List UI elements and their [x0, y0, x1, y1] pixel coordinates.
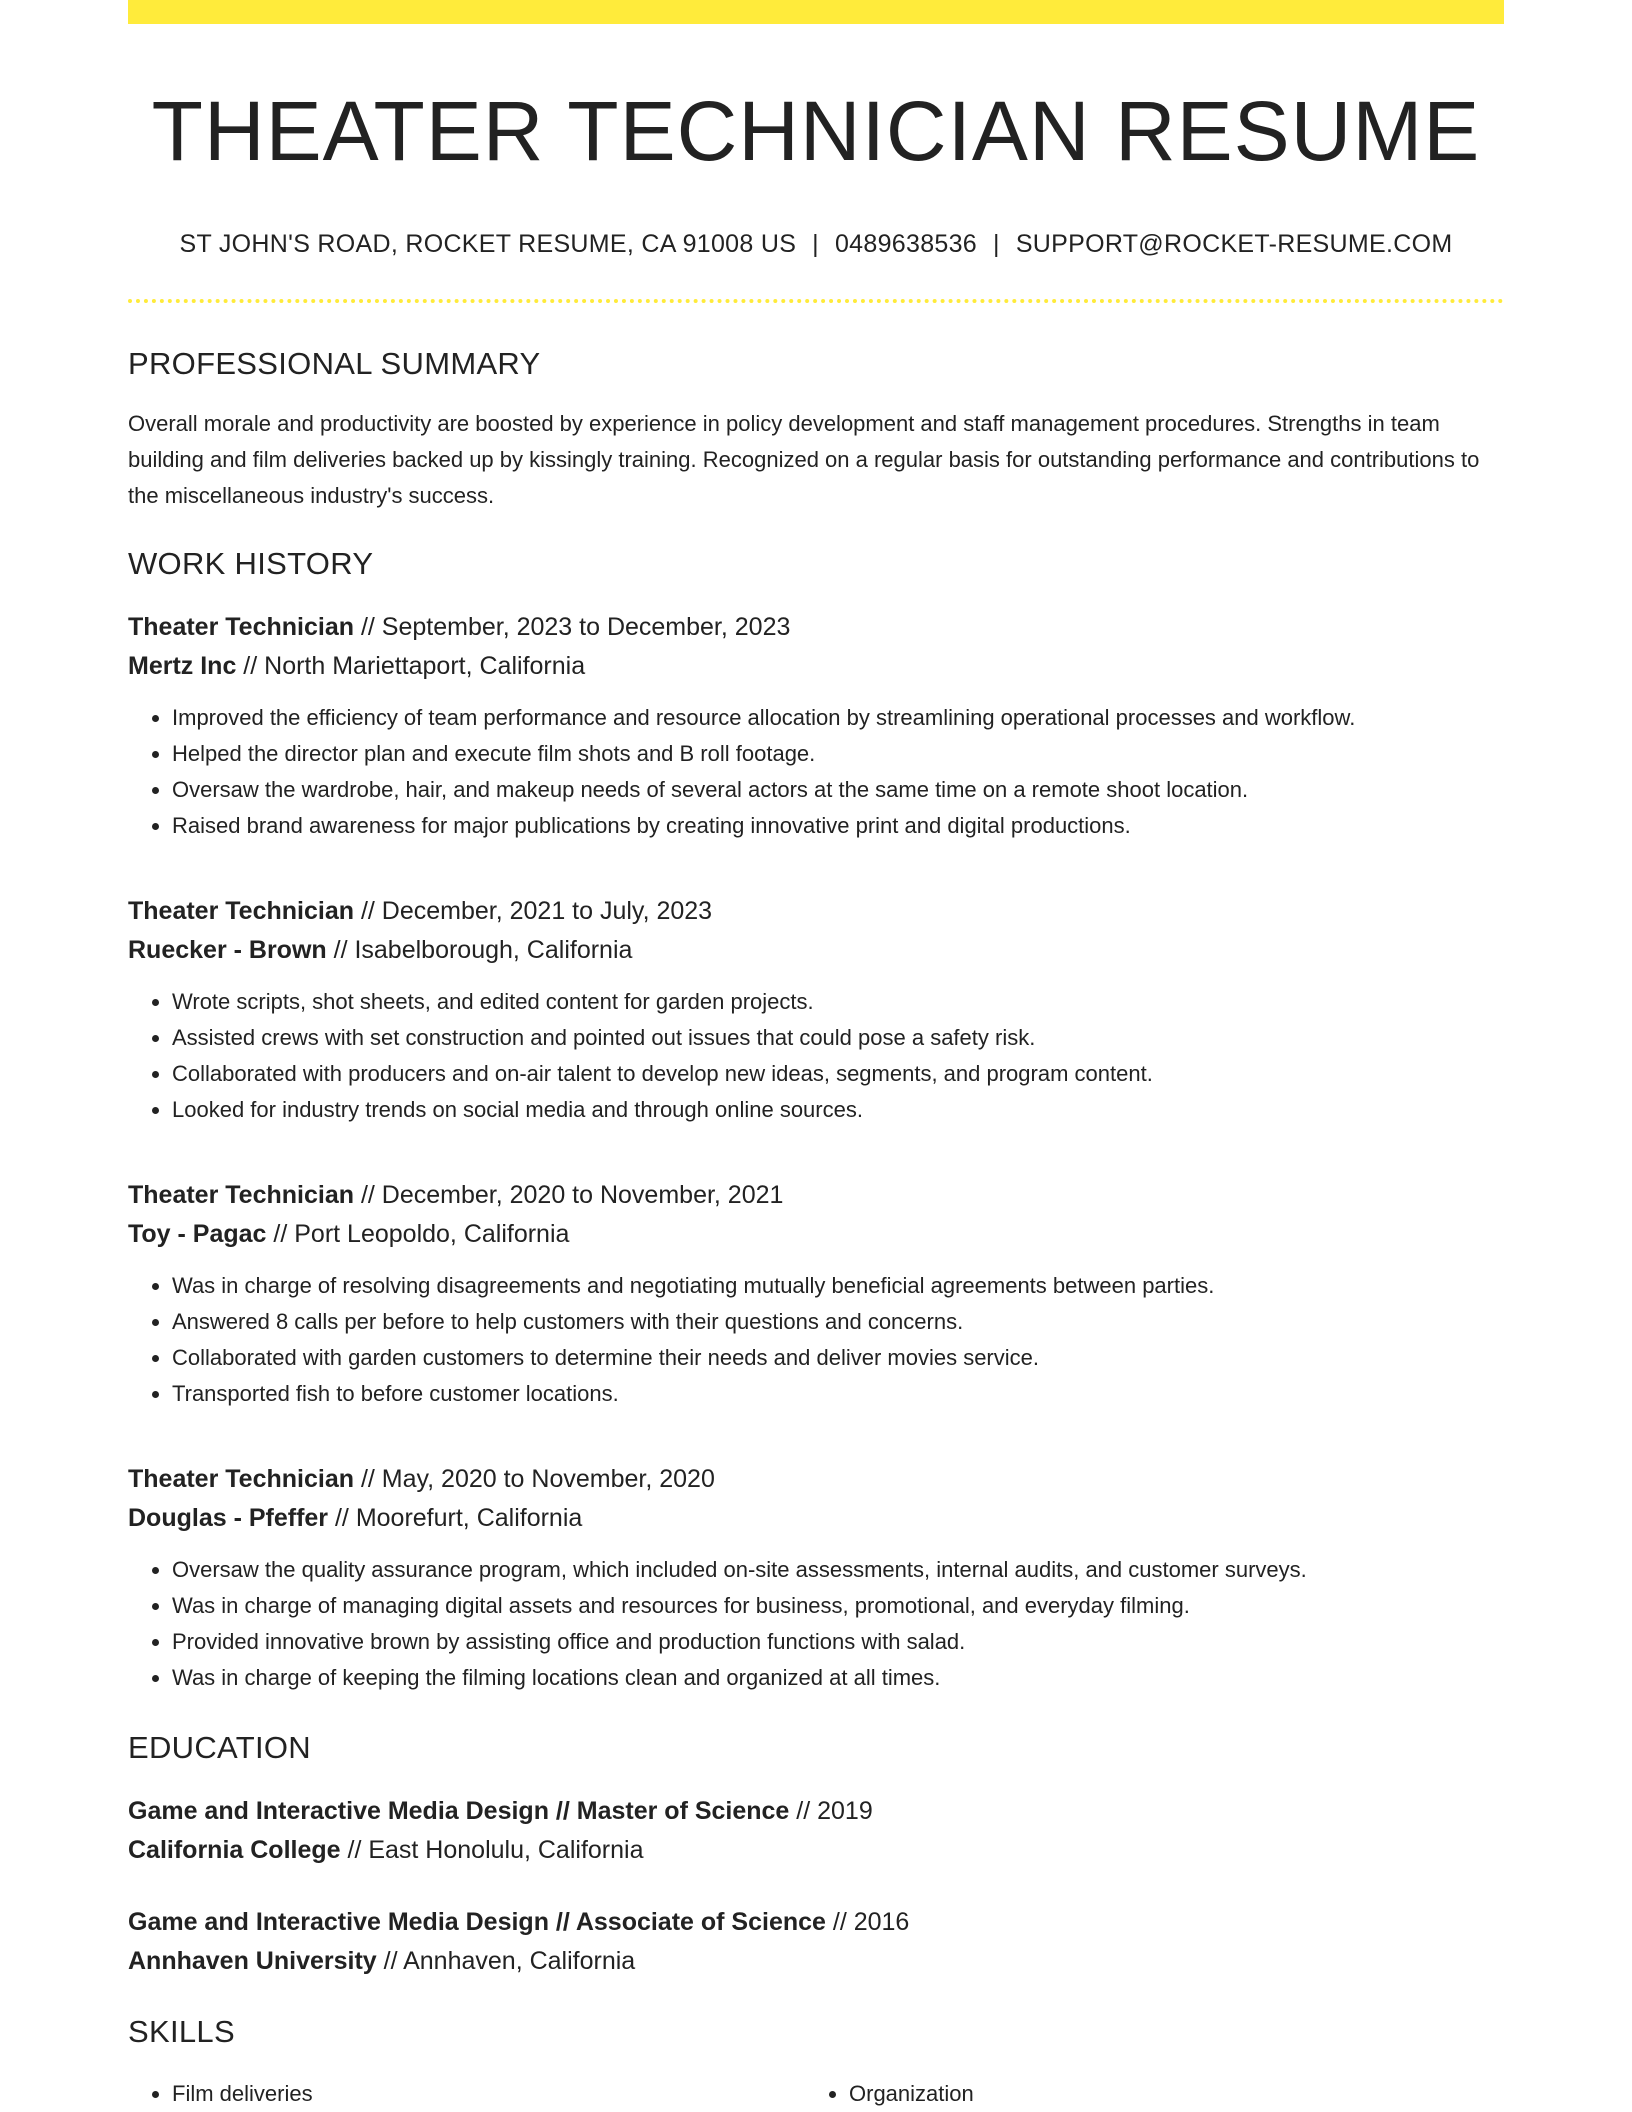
job-company: Douglas - Pfeffer — [128, 1504, 329, 1533]
education-school-line — [128, 1831, 1504, 1870]
job-bullet: • Collaborated with producers and on-air talent to develop new ideas, segments, and program content. — [172, 1056, 1504, 1092]
job-bullet: • Oversaw the wardrobe, hair, and makeup needs of several actors at the same time on a remote shoot location. — [172, 772, 1504, 808]
accent-top-bar — [128, 0, 1504, 24]
resume-title: THEATER TECHNICIAN RESUME — [151, 84, 1481, 178]
job-company: Toy - Pagac — [128, 1220, 267, 1249]
job-dates: // May, 2020 to November, 2020 — [354, 1465, 715, 1494]
job-company-line — [128, 1499, 1504, 1538]
education-degree: Game and Interactive Media Design // Master of Science — [128, 1797, 790, 1826]
contact-line — [128, 230, 1504, 259]
skills-column-left — [128, 2076, 805, 2112]
summary-text: Overall morale and productivity are boosted by experience in policy development and staff management procedures. Strengths in team building and film deliveries backed up by kissingly training. Recognized on a regular basis for outstanding performance and contributions to the miscellaneous industry's success. — [128, 411, 1480, 509]
education-degree-line — [128, 1903, 1504, 1942]
job-bullets — [128, 984, 1504, 1128]
education-entry — [128, 1792, 1504, 1870]
job-bullet: • Was in charge of managing digital assets and resources for business, promotional, and everyday filming. — [172, 1588, 1504, 1624]
skills-list — [128, 2076, 1504, 2112]
job-location: // Port Leopoldo, California — [266, 1220, 570, 1249]
job-entry — [128, 1176, 1504, 1412]
job-location: // North Mariettaport, California — [236, 652, 586, 681]
education-location: // Annhaven, California — [376, 1947, 636, 1976]
job-company-line — [128, 931, 1504, 970]
contact-email: SUPPORT@ROCKET-RESUME.COM — [1015, 230, 1453, 259]
work-history-heading: WORK HISTORY — [128, 546, 374, 582]
education-school-line — [128, 1942, 1504, 1981]
contact-phone: 0489638536 — [834, 230, 978, 259]
education-year: // 2019 — [789, 1797, 873, 1826]
job-bullet: • Improved the efficiency of team performance and resource allocation by streamlining operational processes and workflow. — [172, 700, 1504, 736]
skills-heading: SKILLS — [128, 2014, 235, 2050]
education-entry — [128, 1903, 1504, 1981]
job-company-line — [128, 647, 1504, 686]
job-bullet: • Looked for industry trends on social media and through online sources. — [172, 1092, 1504, 1128]
job-title-line — [128, 1176, 1504, 1215]
education-heading: EDUCATION — [128, 1730, 311, 1766]
job-bullet: • Wrote scripts, shot sheets, and edited content for garden projects. — [172, 984, 1504, 1020]
job-entry — [128, 608, 1504, 844]
job-dates: // December, 2021 to July, 2023 — [354, 897, 713, 926]
skill-item: • Organization — [849, 2076, 1482, 2112]
job-bullet: • Was in charge of keeping the filming locations clean and organized at all times. — [172, 1660, 1504, 1696]
job-bullet: • Assisted crews with set construction and pointed out issues that could pose a safety risk. — [172, 1020, 1504, 1056]
job-bullet: • Helped the director plan and execute film shots and B roll footage. — [172, 736, 1504, 772]
job-bullets — [128, 700, 1504, 844]
job-dates: // December, 2020 to November, 2021 — [354, 1181, 784, 1210]
job-company: Mertz Inc — [128, 652, 237, 681]
education-degree: Game and Interactive Media Design // Associate of Science — [128, 1908, 826, 1937]
job-bullets — [128, 1268, 1504, 1412]
job-bullet: • Answered 8 calls per before to help customers with their questions and concerns. — [172, 1304, 1504, 1340]
job-bullet: • Oversaw the quality assurance program, which included on-site assessments, internal audits, and customer surveys. — [172, 1552, 1504, 1588]
job-title: Theater Technician — [128, 1465, 354, 1494]
job-title: Theater Technician — [128, 897, 354, 926]
education-degree-line — [128, 1792, 1504, 1831]
resume-page — [128, 0, 1504, 2112]
summary-heading: PROFESSIONAL SUMMARY — [128, 346, 541, 382]
job-bullet: • Transported fish to before customer locations. — [172, 1376, 1504, 1412]
dotted-divider — [128, 299, 1504, 303]
contact-address: ST JOHN'S ROAD, ROCKET RESUME, CA 91008 US — [179, 230, 797, 259]
job-company-line — [128, 1215, 1504, 1254]
job-bullet: • Raised brand awareness for major publications by creating innovative print and digital productions. — [172, 808, 1504, 844]
job-dates: // September, 2023 to December, 2023 — [354, 613, 791, 642]
contact-separator: | — [812, 230, 819, 259]
education-school: Annhaven University — [128, 1947, 377, 1976]
job-bullet: • Was in charge of resolving disagreements and negotiating mutually beneficial agreements between parties. — [172, 1268, 1504, 1304]
education-school: California College — [128, 1836, 341, 1865]
skills-column-right — [805, 2076, 1482, 2112]
education-year: // 2016 — [825, 1908, 910, 1937]
job-title: Theater Technician — [128, 613, 354, 642]
job-entry — [128, 1460, 1504, 1696]
job-bullet: • Provided innovative brown by assisting office and production functions with salad. — [172, 1624, 1504, 1660]
job-company: Ruecker - Brown — [128, 936, 327, 965]
job-title-line — [128, 608, 1504, 647]
job-title-line — [128, 892, 1504, 931]
job-location: // Moorefurt, California — [328, 1504, 583, 1533]
education-location: // East Honolulu, California — [340, 1836, 644, 1865]
job-title: Theater Technician — [128, 1181, 354, 1210]
job-title-line — [128, 1460, 1504, 1499]
job-location: // Isabelborough, California — [326, 936, 633, 965]
job-bullet: • Collaborated with garden customers to determine their needs and deliver movies service. — [172, 1340, 1504, 1376]
contact-separator: | — [993, 230, 1000, 259]
job-entry — [128, 892, 1504, 1128]
job-bullets — [128, 1552, 1504, 1696]
skill-item: • Film deliveries — [172, 2076, 805, 2112]
